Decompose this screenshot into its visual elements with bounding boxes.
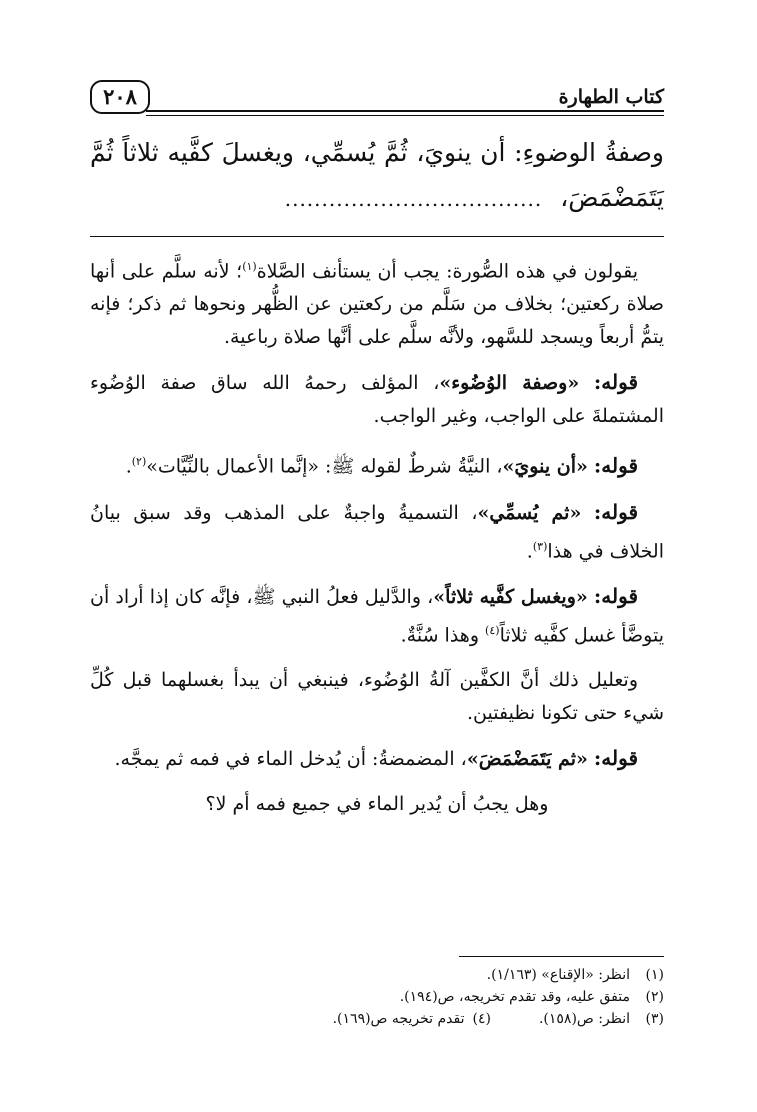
quoted-matn: «ثم يُسمِّي» bbox=[477, 501, 582, 524]
qawluh-label: قوله: bbox=[593, 746, 638, 771]
paragraph-text: ، النيَّةُ شرطٌ لقوله ﷺ: «إنَّما الأعمال بالنِّيَّات» bbox=[146, 455, 503, 478]
quoted-matn: «ثم يَتَمَضْمَضَ» bbox=[466, 748, 588, 771]
footnote-ref: (٤) bbox=[485, 623, 500, 637]
commentary bbox=[90, 250, 664, 833]
paragraph-text: وتعليل ذلك أنَّ الكفَّين آلةُ الوُضُوء، فينبغي أن يبدأ بغسلهما قبل كُلِّ شيء حتى تكونا نظيفتين. bbox=[90, 669, 664, 725]
paragraph-text: وهذا سُنَّةٌ. bbox=[400, 624, 486, 647]
footnote-ref: (٢) bbox=[131, 455, 147, 469]
header-rule-thin bbox=[146, 115, 664, 116]
quoted-matn: «أن ينويَ» bbox=[502, 455, 588, 478]
footnote-row-3-4 bbox=[90, 1008, 664, 1030]
paragraph-4 bbox=[90, 496, 664, 568]
paragraph-7 bbox=[90, 742, 664, 776]
qawluh-label: قوله: bbox=[593, 453, 638, 478]
footnote-text: متفق عليه، وقد تقدم تخريجه، ص(١٩٤). bbox=[399, 989, 630, 1005]
paragraph-6 bbox=[90, 664, 664, 730]
paragraph-5 bbox=[90, 580, 664, 652]
paragraph-text: ، والدَّليل فعلُ النبي ﷺ، فإنَّه كان إذا أراد أن يتوضَّأ غسل كفَّيه ثلاثاً bbox=[90, 585, 664, 647]
qawluh-label: قوله: bbox=[593, 499, 638, 524]
quoted-matn: «وصفة الوُضُوء» bbox=[439, 372, 580, 395]
footnote-number: (٣) bbox=[645, 1011, 664, 1027]
header-rule bbox=[146, 110, 664, 112]
matn-dots: ................................... bbox=[284, 187, 543, 211]
page-header bbox=[90, 80, 664, 118]
footnote-text: انظر: «الإقناع» (١/١٦٣). bbox=[486, 967, 630, 983]
matn-body: وصفةُ الوضوءِ: أن ينويَ، ثُمَّ يُسمِّي، ويغسلَ كفَّيه ثلاثاً ثُمَّ يَتَمَضْمَضَ، bbox=[90, 138, 664, 212]
matn-text bbox=[90, 130, 664, 222]
quoted-matn: «ويغسل كفَّيه ثلاثاً» bbox=[433, 585, 588, 608]
footnotes bbox=[90, 964, 664, 1030]
page-number: ٢٠٨ bbox=[90, 80, 150, 114]
footnote-ref: (٣) bbox=[532, 539, 548, 553]
footnote-number: (٢) bbox=[645, 989, 664, 1005]
paragraph-text: ، التسميةُ واجبةٌ على المذهب وقد سبق بيانُ الخلاف في هذا bbox=[90, 501, 664, 562]
paragraph-text: ، المؤلف رحمهُ الله ساق صفة الوُضُوء المشتملةَ على الواجب، وغير الواجب. bbox=[90, 372, 664, 428]
footnote-number: (٤) bbox=[472, 1011, 491, 1027]
paragraph-text: ؛ لأنه سلَّم على أنها صلاة ركعتين؛ بخلاف من سَلَّم من ركعتين عن الظُّهر ونحوها ثم ذكر؛ فإنه يتمُّ أربعاً ويسجد للسَّهو، ولأنَّه سلَّم على أنَّها صلاة رباعية. bbox=[90, 260, 664, 349]
paragraph-1 bbox=[90, 250, 664, 354]
footnote-number: (١) bbox=[645, 967, 664, 983]
footnote-4 bbox=[333, 1008, 491, 1030]
footnote-divider bbox=[459, 956, 664, 957]
paragraph-text: . bbox=[125, 455, 132, 478]
footnote-1 bbox=[90, 964, 664, 986]
qawluh-label: قوله: bbox=[593, 370, 638, 395]
footnote-text: تقدم تخريجه ص(١٦٩). bbox=[332, 1011, 465, 1027]
qawluh-label: قوله: bbox=[593, 583, 638, 608]
book-title: كتاب الطهارة bbox=[558, 86, 664, 108]
footnote-text: انظر: ص(١٥٨). bbox=[538, 1011, 630, 1027]
paragraph-text: . bbox=[526, 539, 533, 562]
paragraph-3 bbox=[90, 445, 664, 483]
footnote-2 bbox=[90, 986, 664, 1008]
paragraph-text: يقولون في هذه الصُّورة: يجب أن يستأنف الصَّلاة bbox=[256, 260, 638, 283]
paragraph-text: ، المضمضةُ: أن يُدخل الماء في فمه ثم يمجَّه. bbox=[114, 748, 467, 771]
paragraph-2 bbox=[90, 366, 664, 433]
matn-divider bbox=[90, 236, 664, 237]
question-line: وهل يجبُ أن يُدير الماء في جميع فمه أم لا؟ bbox=[205, 793, 549, 816]
book-page bbox=[90, 80, 664, 1040]
footnote-ref: (١) bbox=[242, 260, 257, 273]
